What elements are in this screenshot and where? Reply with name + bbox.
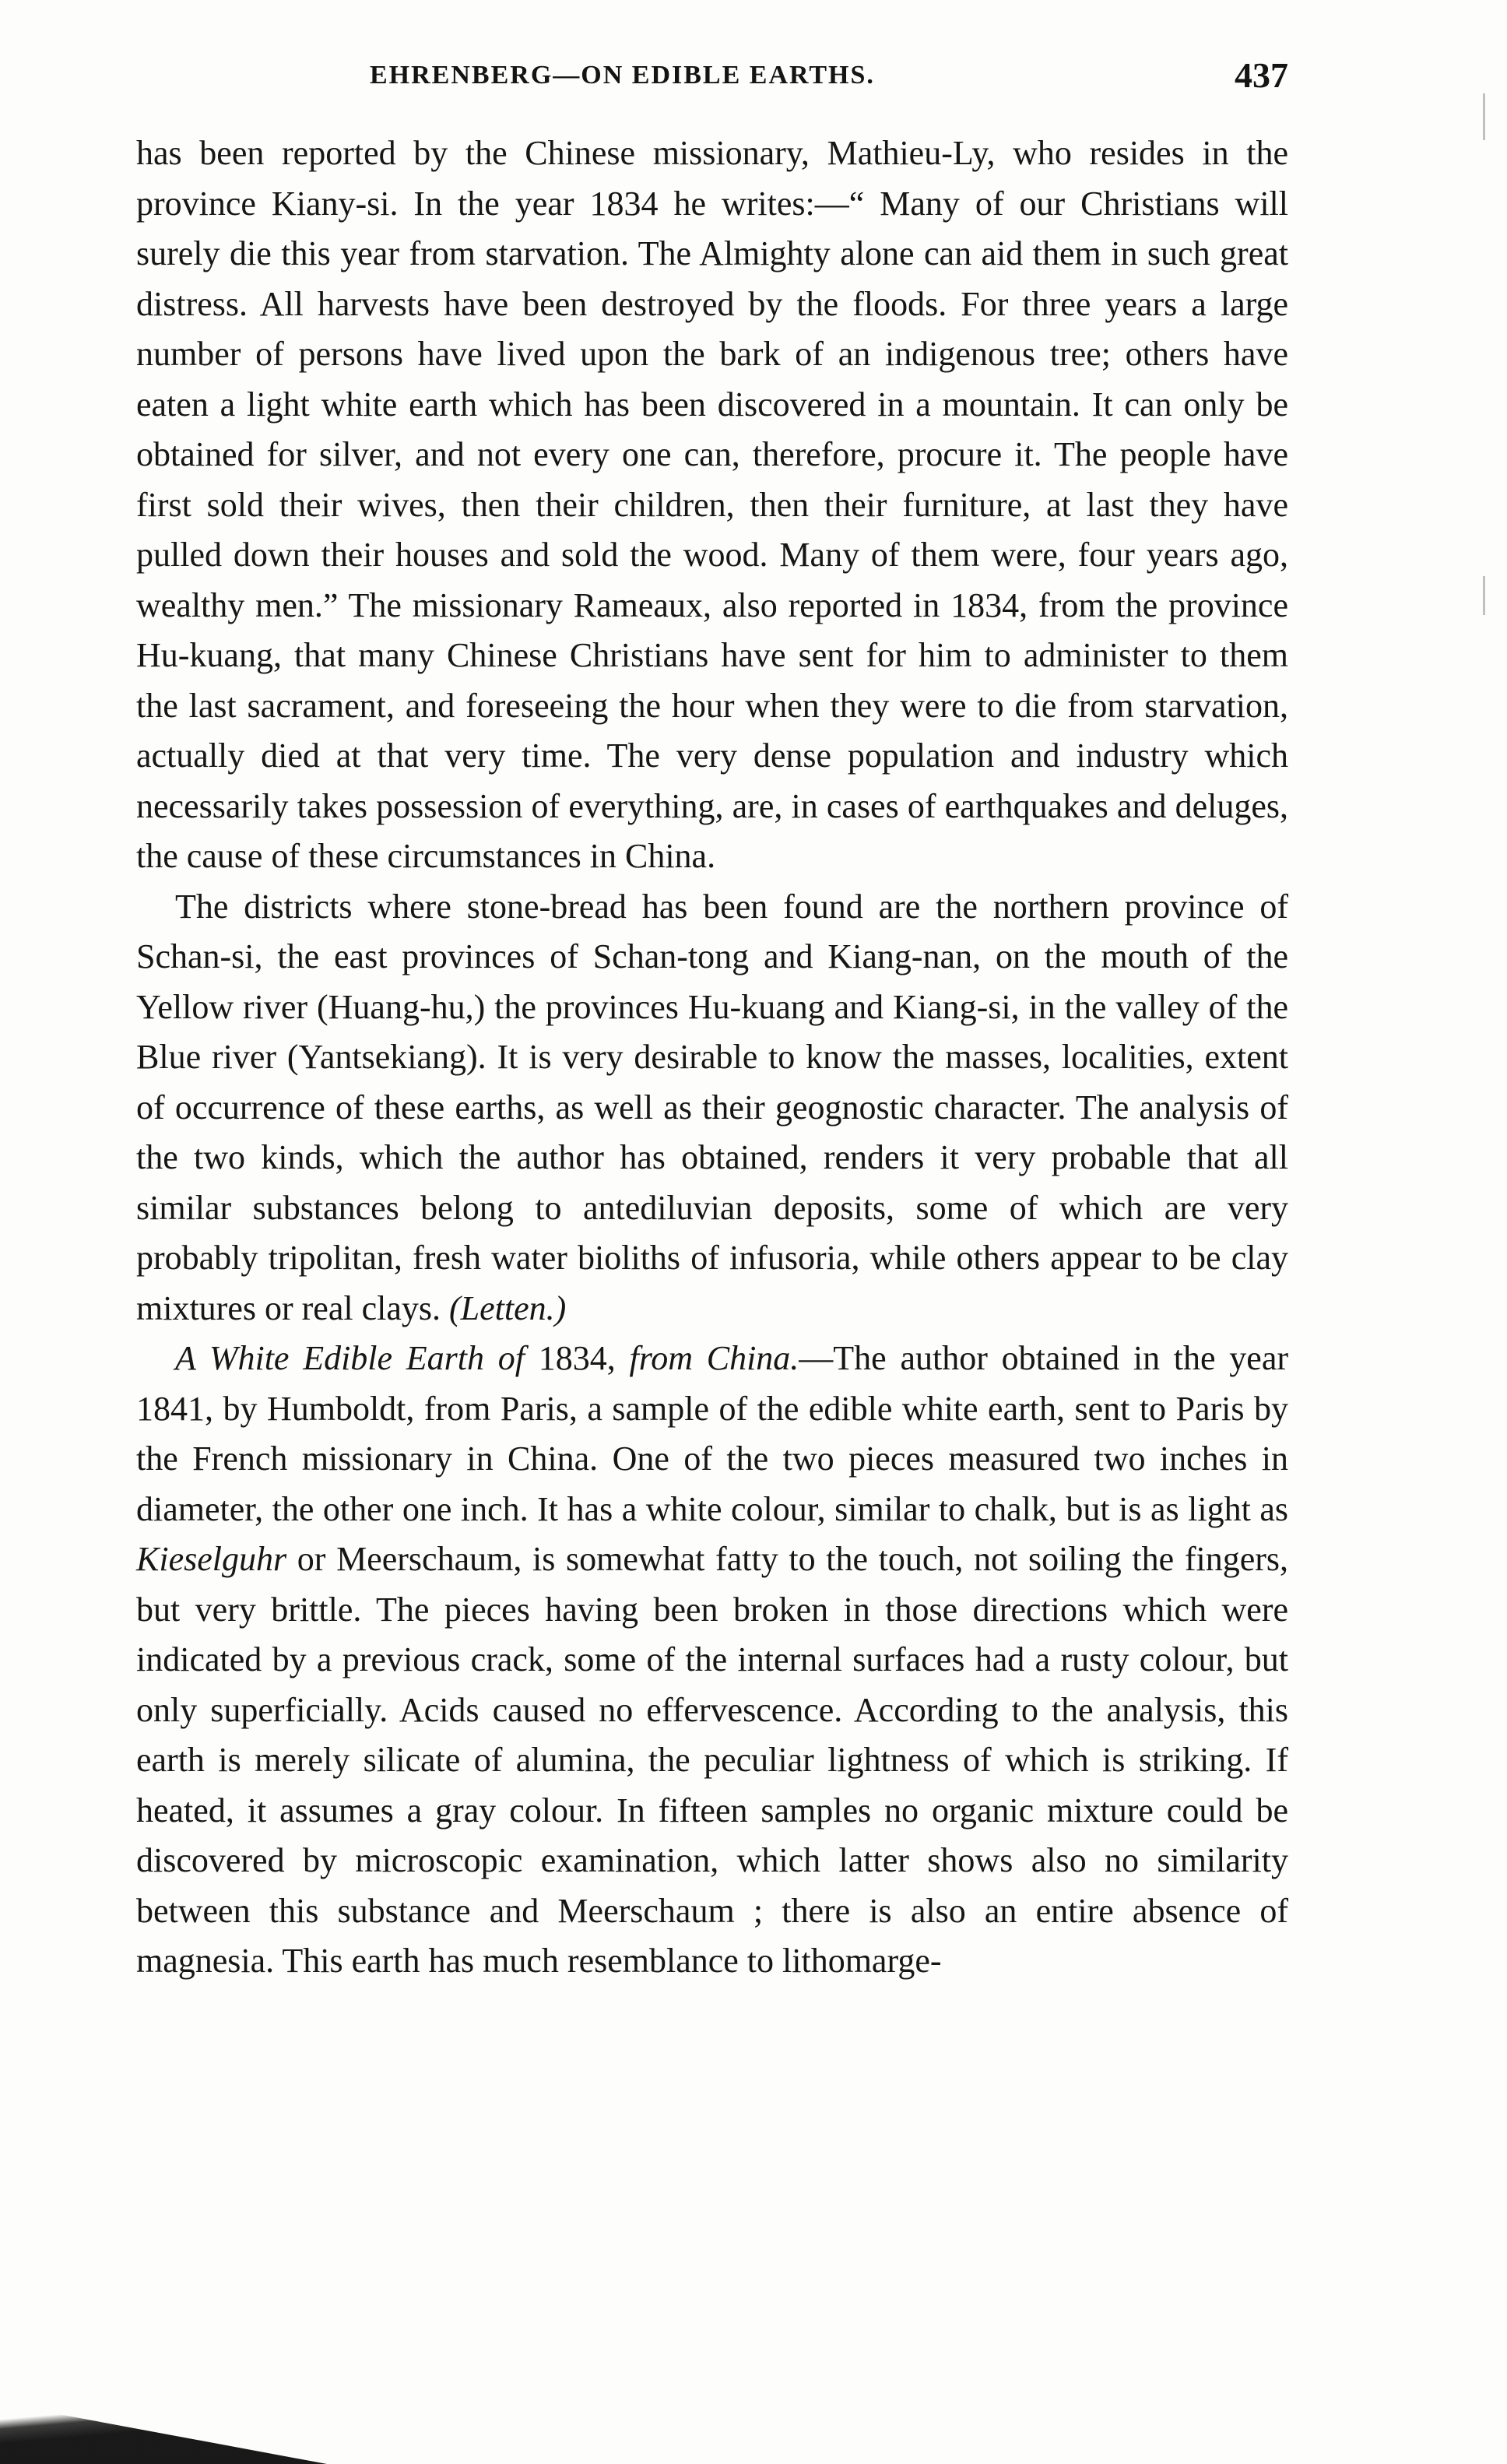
paragraph-chinese-famine xyxy=(136,128,1288,882)
text-segment: 1834, xyxy=(538,1339,630,1377)
text-segment: or Meerschaum, is somewhat fatty to the touch, not soiling the fingers, but very brittle. The pieces having been broken in those directions which were indicated by a previous crack, some of the internal surfaces had a rusty colour, but only superficially. Acids caused no effervescence. According to the analysis, this earth is merely silicate of alumina, the peculiar lightness of which is striking. If heated, it assumes a gray colour. In fifteen samples no organic mixture could be discovered by microscopic examination, which latter shows also no similarity between this substance and Meerschaum ; there is also an entire absence of magnesia. This earth has much resemblance to lithomarge- xyxy=(136,1540,1288,1980)
text-segment: The districts where stone-bread has been found are the northern province of Schan-si, the east provinces of Schan-tong and Kiang-nan, on the mouth of the Yellow river (Huang-hu,) the provinces Hu-kuang and Kiang-si, in the valley of the Blue river (Yantsekiang). It is very desirable to know the masses, localities, extent of occurrence of these earths, as well as their geognostic character. The analysis of the two kinds, which the author has obtained, renders it very probable that all similar substances belong to antediluvian deposits, some of which are very probably tripolitan, fresh water bioliths of infusoria, while others appear to be clay mixtures or real clays. xyxy=(136,887,1288,1327)
section-heading-italic: A White Edible Earth of xyxy=(175,1339,539,1377)
scan-artifact-mark xyxy=(1483,576,1485,615)
page-number: 437 xyxy=(1235,55,1288,95)
scan-shadow-edge xyxy=(0,2371,327,2464)
paragraph-stone-bread-districts xyxy=(136,882,1288,1334)
scan-artifact-mark xyxy=(1483,93,1485,140)
text-segment: —The author obtained in the year 1841, by Humboldt, from Paris, a sample of the edible white earth, sent to Paris by the French missionary in China. One of the two pieces measured two inches in diameter, the other one inch. It has a white colour, similar to chalk, but is as light as xyxy=(136,1339,1289,1528)
text-segment: has been reported by the Chinese missionary, Mathieu-Ly, who resides in the province Kiany-si. In the year 1834 he writes:—“ Many of our Christians will surely die this year from starvation. The Almighty alone can aid them in such great distress. All harvests have been destroyed by the floods. For three years a large number of persons have lived upon the bark of an indigenous tree; others have eaten a light white earth which has been discovered in a mountain. It can only be obtained for silver, and not every one can, therefore, procure it. The people have first sold their wives, then their children, then their furniture, at last they have pulled down their houses and sold the wood. Many of them were, four years ago, wealthy men.” The missionary Rameaux, also reported in 1834, from the province Hu-kuang, that many Chinese Christians have sent for him to administer to them the last sacrament, and foreseeing the hour when they were to die from starvation, actually died at that very time. The very dense population and industry which necessarily takes possession of everything, are, in cases of earthquakes and deluges, the cause of these circumstances in China. xyxy=(136,134,1288,875)
text-segment-italic: Kieselguhr xyxy=(136,1540,287,1578)
paragraph-white-edible-earth xyxy=(136,1334,1288,1987)
running-title: EHRENBERG—ON EDIBLE EARTHS. xyxy=(370,61,875,90)
body-text xyxy=(136,128,1288,1987)
page-header xyxy=(136,54,1288,109)
section-heading-italic: from China. xyxy=(629,1339,799,1377)
text-segment-italic: (Letten.) xyxy=(448,1288,567,1327)
